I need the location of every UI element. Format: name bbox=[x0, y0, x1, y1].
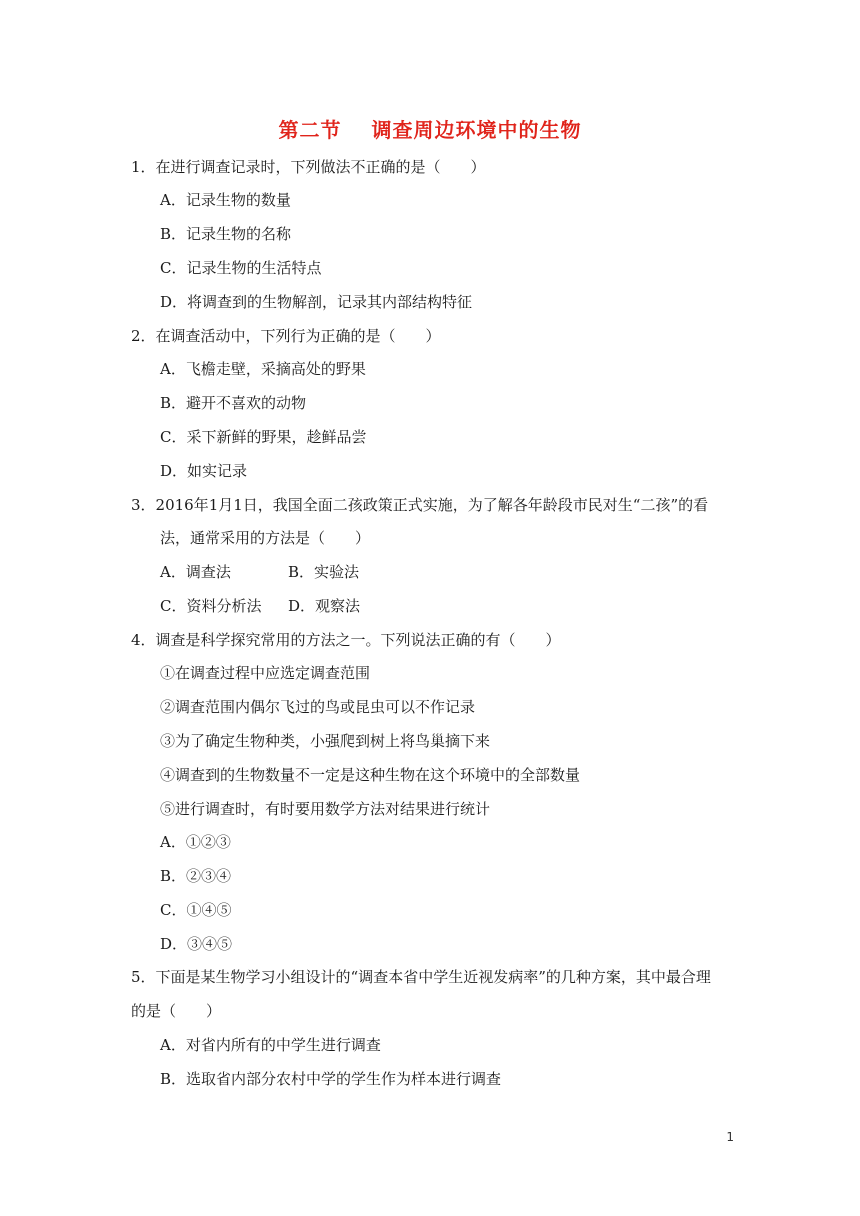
question-2-option-b: B．避开不喜欢的动物 bbox=[160, 394, 307, 412]
question-4-statement-4: ④调查到的生物数量不一定是这种生物在这个环境中的全部数量 bbox=[160, 766, 581, 784]
question-3-stem-continued: 法，通常采用的方法是（ ） bbox=[160, 529, 371, 547]
question-4-option-d: D．③④⑤ bbox=[160, 935, 233, 953]
question-4-statement-3: ③为了确定生物种类，小强爬到树上将鸟巢摘下来 bbox=[160, 732, 491, 750]
question-3-option-a: A．调查法 bbox=[160, 563, 231, 581]
page-number: 1 bbox=[726, 1130, 734, 1144]
question-3-stem: 3．2016年1月1日，我国全面二孩政策正式实施，为了解各年龄段市民对生“二孩”的看 bbox=[131, 496, 709, 514]
question-2-option-c: C．采下新鲜的野果，趁鲜品尝 bbox=[160, 428, 367, 446]
question-4-statement-1: ①在调查过程中应选定调查范围 bbox=[160, 664, 371, 682]
page-title bbox=[0, 114, 860, 143]
question-2-option-a: A．飞檐走壁，采摘高处的野果 bbox=[160, 360, 366, 378]
section-title: 调查周边环境中的生物 bbox=[371, 118, 582, 142]
question-5-stem-continued: 的是（ ） bbox=[131, 1002, 222, 1020]
question-1-option-b: B．记录生物的名称 bbox=[160, 225, 292, 243]
question-3-options-row-2 bbox=[160, 596, 360, 616]
question-4-option-c: C．①④⑤ bbox=[160, 901, 232, 919]
question-1-option-d: D．将调查到的生物解剖，记录其内部结构特征 bbox=[160, 293, 473, 311]
question-4-option-a: A．①②③ bbox=[160, 833, 231, 851]
question-1-stem: 1．在进行调查记录时，下列做法不正确的是（ ） bbox=[131, 158, 486, 176]
question-5-stem: 5．下面是某生物学习小组设计的“调查本省中学生近视发病率”的几种方案，其中最合理 bbox=[131, 968, 711, 986]
question-3-option-d: D．观察法 bbox=[288, 597, 361, 615]
question-5-option-b: B．选取省内部分农村中学的学生作为样本进行调查 bbox=[160, 1070, 502, 1088]
question-4-statement-2: ②调查范围内偶尔飞过的鸟或昆虫可以不作记录 bbox=[160, 698, 476, 716]
question-4-option-b: B．②③④ bbox=[160, 867, 232, 885]
question-5-option-a: A．对省内所有的中学生进行调查 bbox=[160, 1036, 381, 1054]
question-4-statement-5: ⑤进行调查时，有时要用数学方法对结果进行统计 bbox=[160, 800, 491, 818]
question-3-option-c: C．资料分析法 bbox=[160, 597, 262, 615]
question-4-stem: 4．调查是科学探究常用的方法之一。下列说法正确的有（ ） bbox=[131, 631, 561, 649]
question-2-option-d: D．如实记录 bbox=[160, 462, 248, 480]
question-3-options-row-1 bbox=[160, 562, 359, 582]
section-label: 第二节 bbox=[278, 118, 342, 142]
question-2-stem: 2．在调查活动中，下列行为正确的是（ ） bbox=[131, 327, 441, 345]
question-1-option-a: A．记录生物的数量 bbox=[160, 191, 291, 209]
question-3-option-b: B．实验法 bbox=[288, 563, 360, 581]
question-1-option-c: C．记录生物的生活特点 bbox=[160, 259, 322, 277]
